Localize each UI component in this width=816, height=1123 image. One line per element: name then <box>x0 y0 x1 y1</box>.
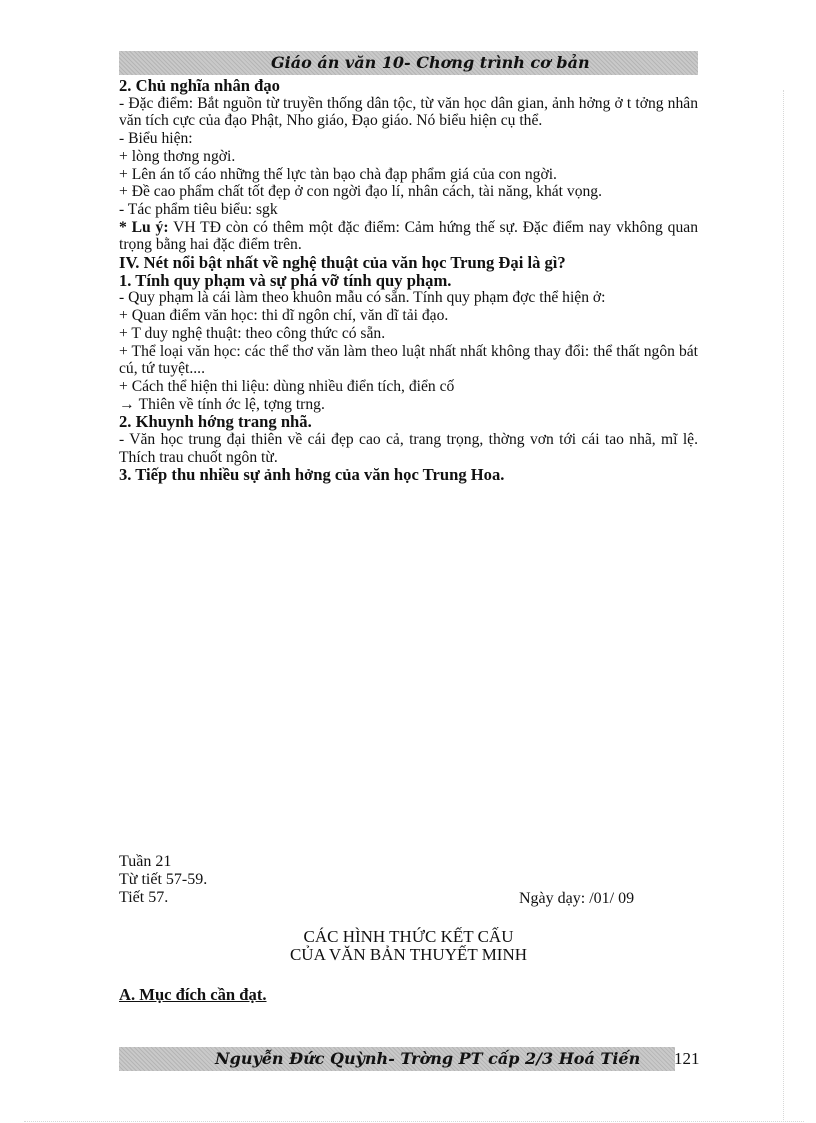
paragraph-tac-pham: - Tác phẩm tiêu biểu: sgk <box>119 200 278 218</box>
paragraph-luu-y <box>119 219 698 254</box>
paragraph-bieu-hien: - Biểu hiện: <box>119 130 193 148</box>
body-content <box>119 77 698 484</box>
teaching-date: Ngày dạy: /01/ 09 <box>519 890 635 907</box>
luu-y-text: VH TĐ còn có thêm một đặc điểm: Cảm hứng thế sự. Đặc điểm nay vkhông quan trọng bằng hai đặc điểm trên. <box>119 218 698 254</box>
title-line-1: CÁC HÌNH THỨC KẾT CẤU <box>303 927 514 946</box>
footer-band <box>119 1047 675 1071</box>
thien-ve-text: Thiên về tính ớc lệ, tợng trng. <box>138 395 325 413</box>
paragraph-the-loai: + Thể loại văn học: các thể thơ văn làm theo luật nhất nhất không thay đổi: thể thất ngôn bát cú, tứ tuyệt.... <box>119 342 698 378</box>
paragraph-thien-ve <box>119 396 698 414</box>
heading-quy-pham: 1. Tính quy phạm và sự phá vỡ tính quy phạm. <box>119 270 452 290</box>
right-dotted-border <box>783 90 784 1120</box>
paragraph-van-hoc: - Văn học trung đại thiên về cái đẹp cao cả, trang trọng, thờng vơn tới cái tao nhã, mĩ lệ. Thích trau chuốt ngôn từ. <box>119 431 698 466</box>
page-number: 121 <box>674 1049 700 1068</box>
period-range: Từ tiết 57-59. <box>119 871 208 888</box>
paragraph-t-duy: + T duy nghệ thuật: theo công thức có sẵn. <box>119 324 386 342</box>
heading-nhan-dao: 2. Chủ nghĩa nhân đạo <box>119 76 280 95</box>
week-label: Tuần 21 <box>119 853 172 870</box>
header-band <box>119 51 698 75</box>
paragraph-quy-pham: - Quy phạm là cái làm theo khuôn mẫu có sẵn. Tính quy phạm đợc thể hiện ở: <box>119 289 606 307</box>
paragraph-dac-diem: - Đặc điểm: Bắt nguồn từ truyền thống dân tộc, từ văn học dân gian, ảnh hởng ở t tởng nhân văn tích cực của đạo Phật, Nho giáo, Đạo giáo. Nó biểu hiện cụ thể. <box>119 94 698 130</box>
title-line-2: CỦA VĂN BẢN THUYẾT MINH <box>289 945 528 964</box>
heading-nghe-thuat: IV. Nét nổi bật nhất về nghệ thuật của văn học Trung Đại là gì? <box>119 253 566 273</box>
lesson-title <box>119 928 698 964</box>
section-a-heading: A. Mục đích cần đạt. <box>119 985 267 1004</box>
paragraph-len-an: + Lên án tố cáo những thế lực tàn bạo chà đạp phẩm giá của con ngời. <box>119 165 557 183</box>
header-text: Giáo án văn 10- Chơng trình cơ bản <box>271 53 590 72</box>
paragraph-cach-the-hien: + Cách thể hiện thi liệu: dùng nhiều điển tích, điển cố <box>119 377 455 395</box>
period-label: Tiết 57. <box>119 889 169 906</box>
luu-y-label: * Lu ý: <box>119 218 169 236</box>
heading-trung-hoa: 3. Tiếp thu nhiều sự ảnh hởng của văn học Trung Hoa. <box>119 465 505 485</box>
heading-trang-nha: 2. Khuynh hớng trang nhã. <box>119 412 312 432</box>
footer-text: Nguyễn Đức Quỳnh- Trờng PT cấp 2/3 Hoá Tiến <box>215 1049 641 1068</box>
paragraph-long-thuong: + lòng thơng ngời. <box>119 147 236 165</box>
right-arrow-icon: → <box>119 395 135 413</box>
paragraph-quan-diem: + Quan điểm văn học: thi dĩ ngôn chí, văn dĩ tải đạo. <box>119 307 449 325</box>
bottom-dotted-border <box>24 1121 804 1122</box>
paragraph-de-cao: + Đề cao phẩm chất tốt đẹp ở con ngời đạo lí, nhân cách, tài năng, khát vọng. <box>119 183 602 201</box>
